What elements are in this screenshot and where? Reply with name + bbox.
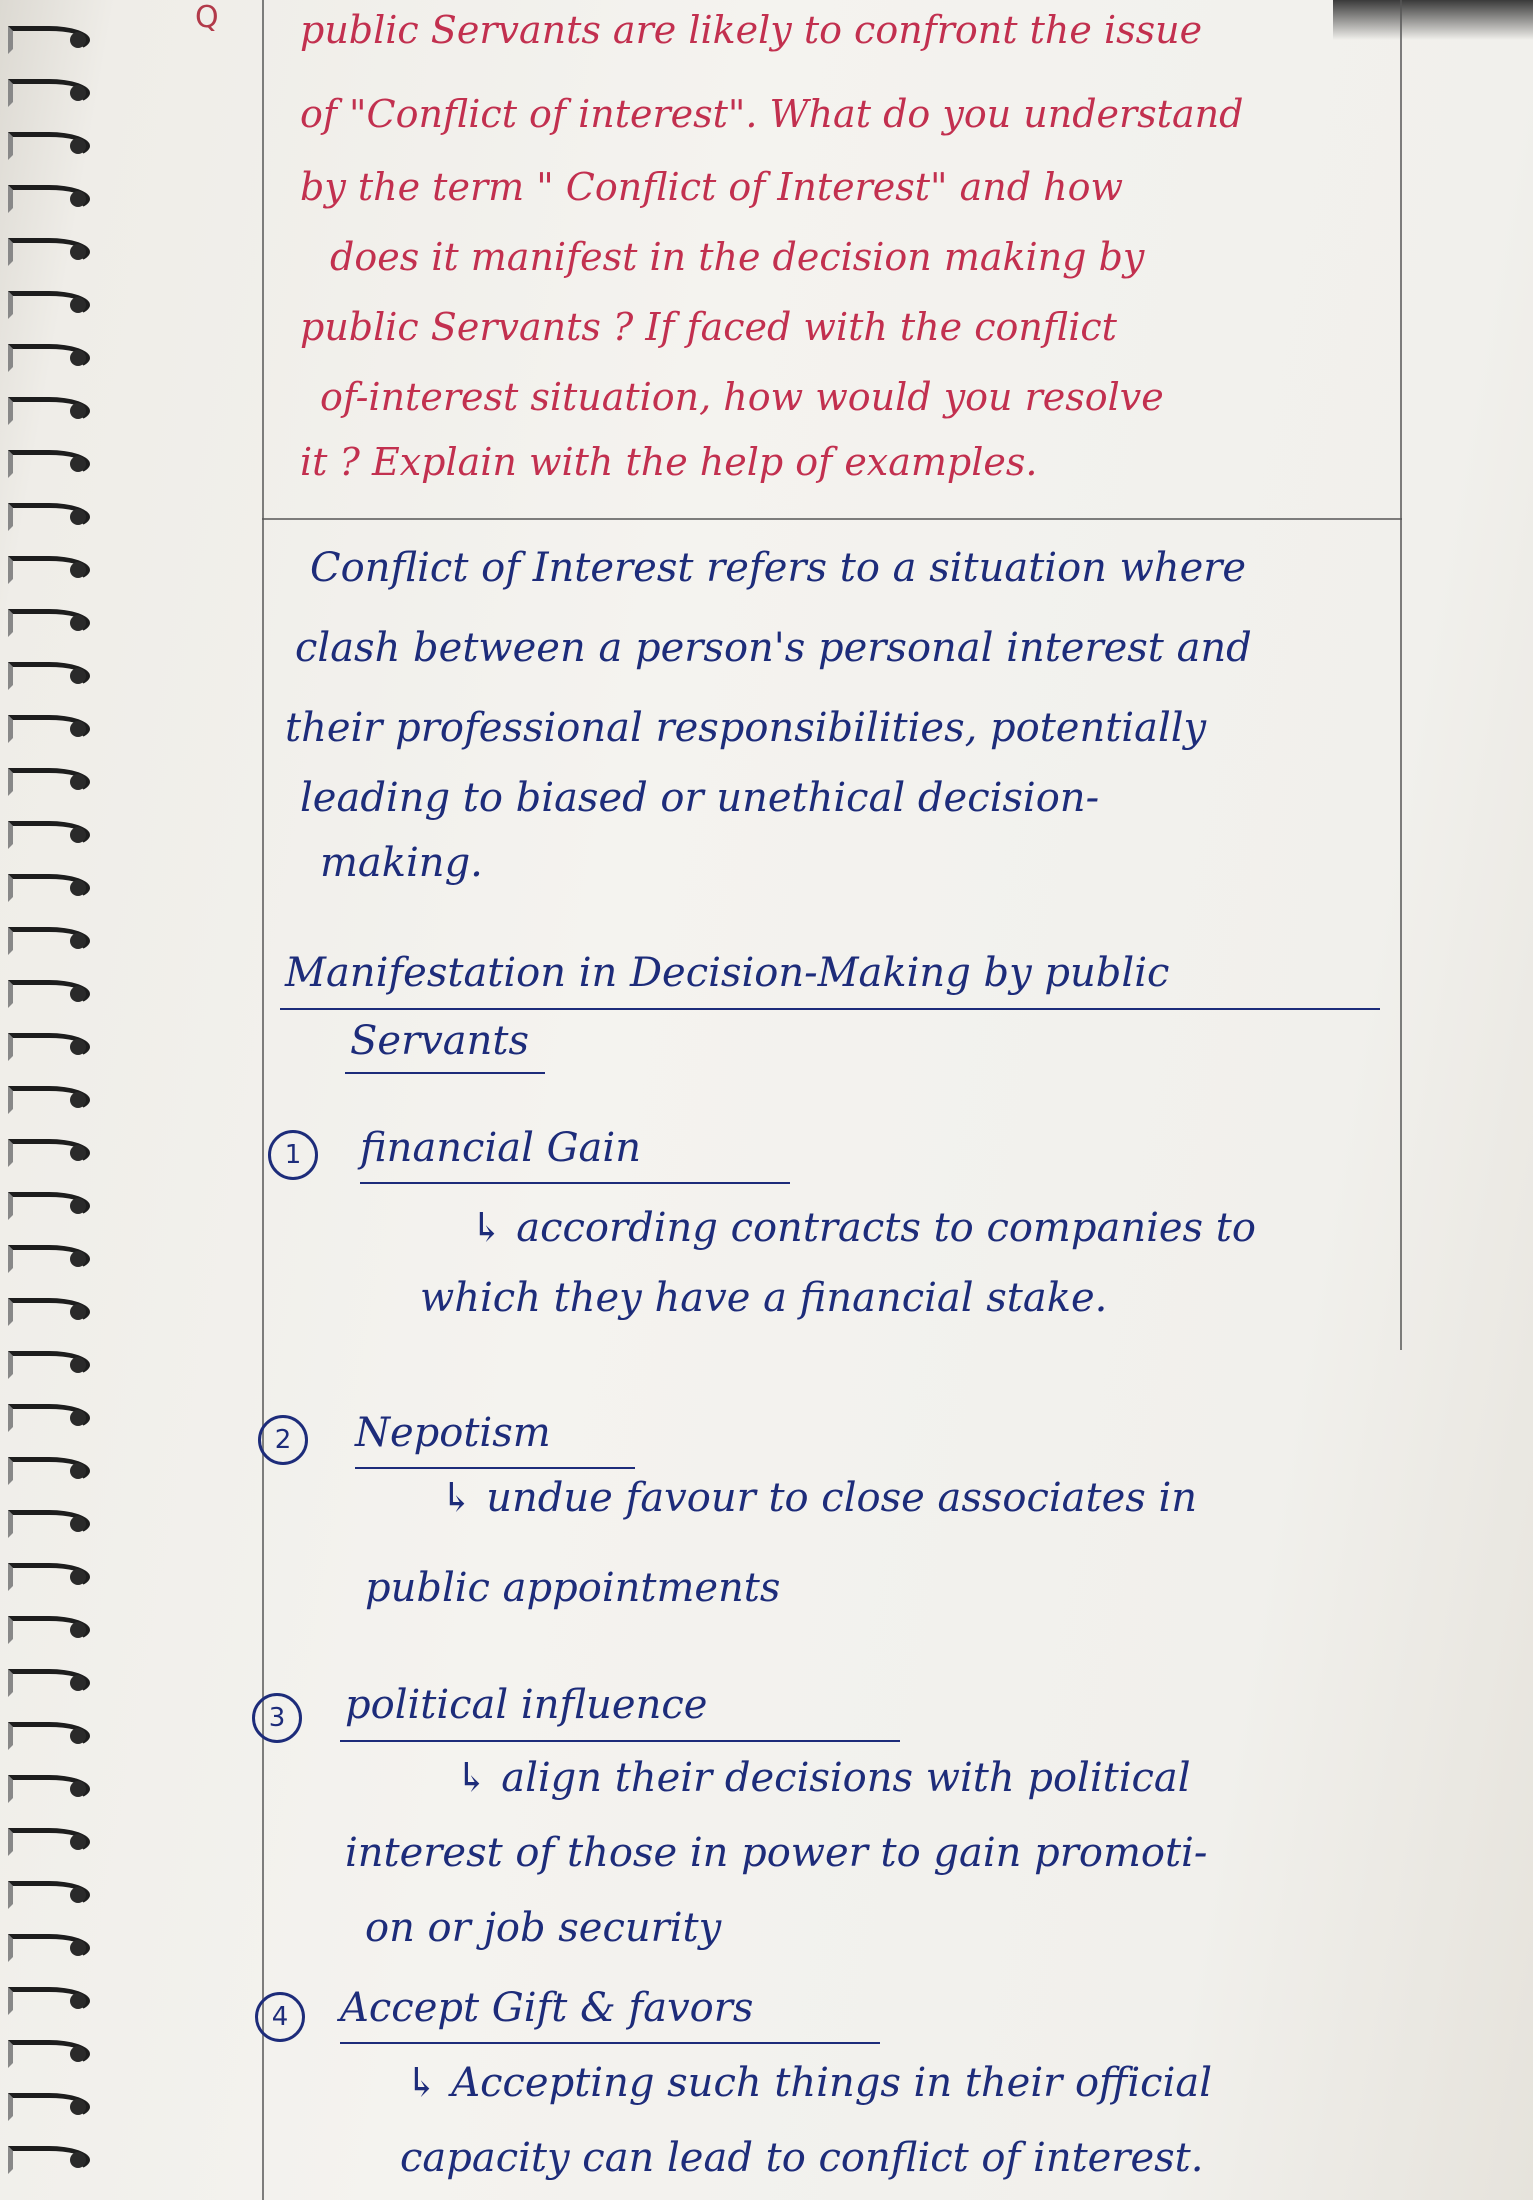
spiral-coil [8,868,98,908]
spiral-coil [8,1769,98,1809]
answer-intro-line-4: leading to biased or unethical decision- [300,775,1100,821]
point-3-title-underline [340,1740,900,1742]
spiral-coil [8,974,98,1014]
punch-hole [70,32,86,48]
point-1-title: financial Gain [360,1125,641,1171]
punch-hole [70,774,86,790]
punch-hole [70,1145,86,1161]
punch-hole [70,456,86,472]
spiral-coil [8,126,98,166]
spiral-coil [8,285,98,325]
point-3-number: 3 [252,1693,302,1743]
punch-hole [70,1251,86,1267]
question-divider-line [262,518,1402,520]
point-2-title-underline [355,1467,635,1469]
point-2-title: Nepotism [355,1410,551,1456]
point-1-detail-line-2: which they have a financial stake. [420,1275,1108,1321]
punch-hole [70,85,86,101]
punch-hole [70,1516,86,1532]
right-margin-line [1400,0,1402,1350]
punch-hole [70,138,86,154]
punch-hole [70,721,86,737]
spiral-coil [8,2087,98,2127]
punch-hole [70,1463,86,1479]
punch-hole [70,1993,86,2009]
punch-hole [70,509,86,525]
point-3-title: political influence [345,1682,708,1728]
punch-hole [70,1092,86,1108]
punch-hole [70,562,86,578]
spiral-coil [8,1133,98,1173]
spiral-coil [8,391,98,431]
point-3-detail-line-3: on or job security [365,1905,722,1951]
left-margin-line [262,0,264,2200]
punch-hole [70,2099,86,2115]
spiral-coil [8,656,98,696]
section-heading-line-1: Manifestation in Decision-Making by public [285,950,1170,996]
punch-hole [70,933,86,949]
spiral-coil [8,1716,98,1756]
question-number: Q [195,0,219,35]
spiral-coil [8,1557,98,1597]
punch-hole [70,1728,86,1744]
point-2-detail-line-2: public appointments [365,1565,781,1611]
spiral-coil [8,1239,98,1279]
punch-hole [70,1410,86,1426]
question-line-6: of-interest situation, how would you resolve [320,375,1164,419]
spiral-coil [8,709,98,749]
question-line-3: by the term " Conflict of Interest" and how [300,165,1123,209]
punch-hole [70,350,86,366]
spiral-coil [8,1822,98,1862]
spiral-coil [8,921,98,961]
spiral-coil [8,1451,98,1491]
point-3-detail-line-1: ↳ align their decisions with political [455,1755,1191,1801]
spiral-coil [8,1292,98,1332]
punch-hole [70,1622,86,1638]
spiral-coil [8,1610,98,1650]
spiral-coil [8,2140,98,2180]
punch-hole [70,1198,86,1214]
punch-hole [70,986,86,1002]
point-1-detail-line-1: ↳ according contracts to companies to [470,1205,1256,1251]
question-line-2: of "Conflict of interest". What do you understand [300,92,1244,136]
spiral-coil [8,1027,98,1067]
spiral-coil [8,20,98,60]
point-4-detail-line-1: ↳ Accepting such things in their official [405,2060,1213,2106]
answer-intro-line-5: making. [320,840,483,886]
punch-hole [70,1569,86,1585]
spiral-coil [8,179,98,219]
question-line-4: does it manifest in the decision making by [330,235,1145,279]
section-heading-underline-2 [345,1072,545,1074]
spiral-coil [8,2034,98,2074]
point-4-detail-line-2: capacity can lead to conflict of interest. [400,2135,1204,2181]
answer-intro-line-1: Conflict of Interest refers to a situation where [310,545,1247,591]
spiral-coil [8,1663,98,1703]
point-4-number: 4 [255,1992,305,2042]
punch-hole [70,1834,86,1850]
punch-hole [70,827,86,843]
spiral-binding [0,0,110,2200]
spiral-coil [8,73,98,113]
spiral-coil [8,1504,98,1544]
point-4-title-underline [340,2042,880,2044]
spiral-coil [8,444,98,484]
spiral-coil [8,762,98,802]
punch-hole [70,2152,86,2168]
punch-hole [70,403,86,419]
punch-hole [70,1940,86,1956]
answer-intro-line-3: their professional responsibilities, potentially [285,705,1207,751]
spiral-coil [8,603,98,643]
point-2-number: 2 [258,1415,308,1465]
punch-hole [70,668,86,684]
spiral-coil [8,815,98,855]
punch-hole [70,1357,86,1373]
punch-hole [70,297,86,313]
question-line-5: public Servants ? If faced with the conflict [300,305,1117,349]
point-3-detail-line-2: interest of those in power to gain promoti- [345,1830,1208,1876]
spiral-coil [8,1981,98,2021]
spiral-coil [8,550,98,590]
punch-hole [70,191,86,207]
point-1-title-underline [360,1182,790,1184]
point-2-detail-line-1: ↳ undue favour to close associates in [440,1475,1198,1521]
page-shadow [1333,0,1533,40]
punch-hole [70,2046,86,2062]
spiral-coil [8,1928,98,1968]
spiral-coil [8,497,98,537]
punch-hole [70,1304,86,1320]
punch-hole [70,615,86,631]
section-heading-line-2: Servants [350,1018,530,1064]
punch-hole [70,880,86,896]
punch-hole [70,1781,86,1797]
question-line-1: public Servants are likely to confront the issue [300,8,1203,52]
spiral-coil [8,232,98,272]
answer-intro-line-2: clash between a person's personal interest and [295,625,1252,671]
spiral-coil [8,1186,98,1226]
spiral-coil [8,1875,98,1915]
spiral-coil [8,1080,98,1120]
section-heading-underline [280,1008,1380,1010]
punch-hole [70,1887,86,1903]
point-4-title: Accept Gift & favors [340,1985,754,2031]
question-line-7: it ? Explain with the help of examples. [300,440,1038,484]
spiral-coil [8,1345,98,1385]
punch-hole [70,1675,86,1691]
punch-hole [70,244,86,260]
point-1-number: 1 [268,1130,318,1180]
spiral-coil [8,1398,98,1438]
punch-hole [70,1039,86,1055]
spiral-coil [8,338,98,378]
